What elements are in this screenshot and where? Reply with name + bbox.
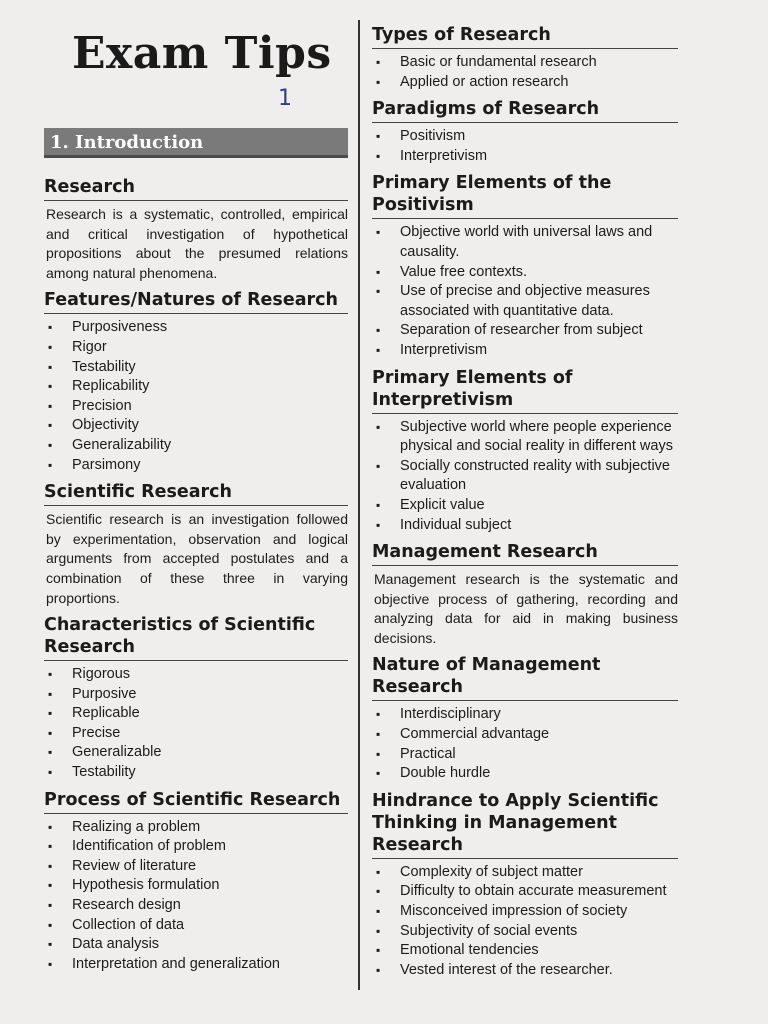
list-item: ▪ Testability (44, 358, 348, 378)
hindrance-list (372, 863, 678, 981)
list-item: ▪ Emotional tendencies (372, 941, 678, 961)
list-item: ▪ Subjectivity of social events (372, 922, 678, 942)
types-list (372, 53, 678, 92)
list-item: ▪ Rigor (44, 338, 348, 358)
list-item: ▪ Individual subject (372, 516, 678, 536)
list-item: ▪ Generalizable (44, 743, 348, 763)
positivism-heading: Primary Elements of the Positivism (372, 172, 678, 219)
list-item: ▪ Replicable (44, 704, 348, 724)
management-heading: Management Research (372, 541, 678, 566)
nature-section (372, 654, 678, 783)
list-item: ▪ Precise (44, 724, 348, 744)
types-section (372, 24, 678, 92)
paradigms-heading: Paradigms of Research (372, 98, 678, 123)
list-item: ▪ Collection of data (44, 916, 348, 936)
features-section (44, 289, 348, 475)
paradigms-list (372, 127, 678, 166)
list-item: ▪ Value free contexts. (372, 263, 678, 283)
characteristics-heading: Characteristics of Scientific Research (44, 614, 348, 661)
management-definition: Management research is the systematic and objective process of gathering, recording and analyzing data for aid in making business decisions. (374, 571, 678, 646)
page-title: Exam Tips (72, 28, 332, 79)
interpretivism-section (372, 367, 678, 536)
list-item: ▪ Use of precise and objective measures associated with quantitative data. (372, 282, 678, 321)
list-item: ▪ Separation of researcher from subject (372, 321, 678, 341)
list-item: ▪ Interpretivism (372, 147, 678, 167)
research-section (44, 176, 348, 283)
features-list (44, 318, 348, 475)
process-heading: Process of Scientific Research (44, 789, 348, 814)
list-item: ▪ Basic or fundamental research (372, 53, 678, 73)
list-item: ▪ Applied or action research (372, 73, 678, 93)
process-list (44, 818, 348, 975)
scientific-research-heading: Scientific Research (44, 481, 348, 506)
list-item: ▪ Subjective world where people experience physical and social reality in different ways (372, 418, 678, 457)
list-item: ▪ Complexity of subject matter (372, 863, 678, 883)
characteristics-section (44, 614, 348, 783)
list-item: ▪ Objective world with universal laws and causality. (372, 223, 678, 262)
list-item: ▪ Difficulty to obtain accurate measurement (372, 882, 678, 902)
types-heading: Types of Research (372, 24, 678, 49)
interpretivism-heading: Primary Elements of Interpretivism (372, 367, 678, 414)
positivism-section (372, 172, 678, 360)
hindrance-heading: Hindrance to Apply Scientific Thinking in Management Research (372, 790, 678, 859)
nature-heading: Nature of Management Research (372, 654, 678, 701)
left-column (44, 176, 348, 980)
list-item: ▪ Interdisciplinary (372, 705, 678, 725)
list-item: ▪ Socially constructed reality with subjective evaluation (372, 457, 678, 496)
process-section (44, 789, 348, 975)
list-item: ▪ Generalizability (44, 436, 348, 456)
list-item: ▪ Realizing a problem (44, 818, 348, 838)
list-item: ▪ Positivism (372, 127, 678, 147)
introduction-banner: 1. Introduction (44, 128, 348, 158)
right-column (372, 24, 678, 986)
list-item: ▪ Explicit value (372, 496, 678, 516)
list-item: ▪ Review of literature (44, 857, 348, 877)
positivism-list (372, 223, 678, 360)
list-item: ▪ Hypothesis formulation (44, 876, 348, 896)
list-item: ▪ Replicability (44, 377, 348, 397)
paradigms-section (372, 98, 678, 166)
research-definition: Research is a systematic, controlled, empirical and critical investigation of hypothetical propositions about the presumed relations among natural phenomena. (46, 206, 348, 281)
hindrance-section (372, 790, 678, 981)
list-item: ▪ Data analysis (44, 935, 348, 955)
list-item: ▪ Misconceived impression of society (372, 902, 678, 922)
list-item: ▪ Interpretivism (372, 341, 678, 361)
list-item: ▪ Parsimony (44, 456, 348, 476)
list-item: ▪ Purposive (44, 685, 348, 705)
list-item: ▪ Identification of problem (44, 837, 348, 857)
nature-list (372, 705, 678, 783)
management-section (372, 541, 678, 648)
list-item: ▪ Research design (44, 896, 348, 916)
interpretivism-list (372, 418, 678, 536)
research-heading: Research (44, 176, 348, 201)
list-item: ▪ Purposiveness (44, 318, 348, 338)
list-item: ▪ Objectivity (44, 416, 348, 436)
scientific-research-section (44, 481, 348, 608)
features-heading: Features/Natures of Research (44, 289, 348, 314)
list-item: ▪ Double hurdle (372, 764, 678, 784)
list-item: ▪ Vested interest of the researcher. (372, 961, 678, 981)
scientific-research-definition: Scientific research is an investigation followed by experimentation, observation and logical arguments from accepted postulates and a combination of these three in varying proportions. (46, 511, 348, 606)
list-item: ▪ Interpretation and generalization (44, 955, 348, 975)
list-item: ▪ Precision (44, 397, 348, 417)
page-number: 1 (278, 86, 292, 111)
list-item: ▪ Rigorous (44, 665, 348, 685)
list-item: ▪ Testability (44, 763, 348, 783)
characteristics-list (44, 665, 348, 783)
list-item: ▪ Commercial advantage (372, 725, 678, 745)
column-divider (358, 20, 360, 990)
list-item: ▪ Practical (372, 745, 678, 765)
